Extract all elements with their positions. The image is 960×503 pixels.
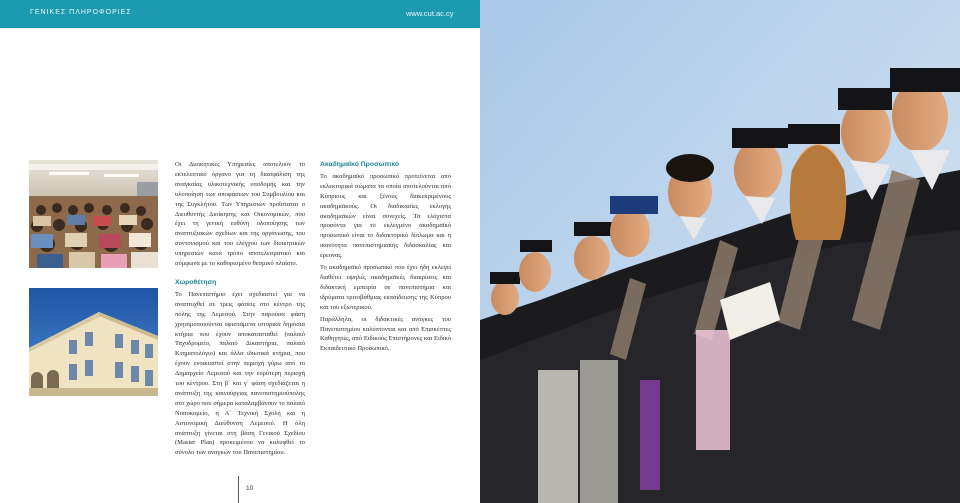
header-bar	[0, 0, 480, 28]
page-number: 10	[246, 485, 254, 492]
section-title: ΓΕΝΙΚΕΣ ΠΛΗΡΟΦΟΡΙΕΣ	[30, 9, 132, 16]
academic-staff-paragraph-3: Παράλληλα, οι διδακτικές ανάγκες του Πανεπιστημίου καλύπτονται και από Επισκέπτες Καθηγητές, από Ειδικούς Επιστήμονες και Ειδικό Εκπαιδευτικό Προσωπικό.	[320, 315, 451, 353]
location-paragraph: Το Πανεπιστήμιο έχει σχεδιαστεί για να αναπτυχθεί σε τρεις φάσεις στο κέντρο της πόλης της Λεμεσού. Στην παρούσα φάση χρησιμοποιούνται υφιστάμενα ιστορικά δημόσια κτήρια που έχουν αποκατασταθεί (παλαιό Ταχυδρομείο, παλαιό Δικαστήρια, παλαιό Κτηματολόγιο) και άλλα ιδιωτικά κτήρια, που έχουν ενοικιαστεί στην περιοχή γύρω από το Δημαρχείο Λεμεσού και την ευρύτερη περιοχή του κέντρου. Στη β΄ και γ΄ φάση σχεδιάζεται η ανάπτυξη της καινούργιας πανεπιστημιούπολης στο χώρο που σήμερα καταλαμβάνουν το παλαιό Νοσοκομείο, η Α΄ Τεχνική Σχολή και η Αστυνομική Διεύθυνση Λεμεσού. Η όλη ανάπτυξη γίνεται στη βάση Γενικού Σχεδίου (Master Plan) προκειμένου να καλυφθεί το σύνολο των αναγκών του Πανεπιστημίου.	[175, 290, 305, 457]
academic-staff-heading: Ακαδημαϊκό Προσωπικό	[320, 161, 400, 168]
academic-staff-paragraph-1: Το ακαδημαϊκό προσωπικό προτείνεται από εκλεκτορικά σώματα τα οποία αποτελούνται από Κύπριους και ξένους διακεκριμένους ακαδημαϊκούς. Οι διαδικασίες εκλογής ακαδημαϊκών είναι συνεχείς. Τα ελάχιστα προσόντα για το εκλεγμένο ακαδημαϊκό προσωπικό είναι το διδακτορικό δίπλωμα και η ικανότητα πανεπιστημιακής διδασκαλίας και έρευνας.	[320, 172, 451, 260]
website-link[interactable]: www.cut.ac.cy	[406, 9, 454, 18]
academic-staff-paragraph-2: Το ακαδημαϊκό προσωπικό που έχει ήδη εκλεγεί διαθέτει υψηλές ακαδημαϊκές διακρίσεις και διδακτική εμπειρία σε πανεπιστήμια και ιδρύματα τριτοβάθμιας εκπαίδευσης της Κύπρου και του εξωτερικού.	[320, 264, 451, 311]
graduation-ceremony-photo	[480, 0, 960, 503]
page-divider	[238, 476, 239, 503]
location-heading: Χωροθέτηση	[175, 278, 217, 286]
classroom-photo	[29, 160, 158, 268]
column-left	[175, 160, 305, 458]
building-photo	[29, 288, 158, 396]
column-right	[320, 160, 451, 354]
admin-services-paragraph: Οι Διοικητικές Υπηρεσίες αποτελούν το εκτελεστικό όργανο για τη διασφάλιση της αναγκαίας υλικοτεχνικής υποδομής και την υλοποίηση των αποφάσεων του Συμβουλίου και της Συγκλήτου. Των Υπηρεσιών προΐσταται ο Διευθυντής Διοίκησης και Οικονομικών, που έχει τη γενική ευθύνη υλοποίησης των αναπτυξιακών σχεδίων και της οργάνωσης, του συντονισμού και του ελέγχου των διοικητικών υπηρεσιών κατά τρόπο αποτελεσματικό και σύμφωνα με το καθορισμένο θεσμικό πλαίσιο.	[175, 161, 305, 268]
